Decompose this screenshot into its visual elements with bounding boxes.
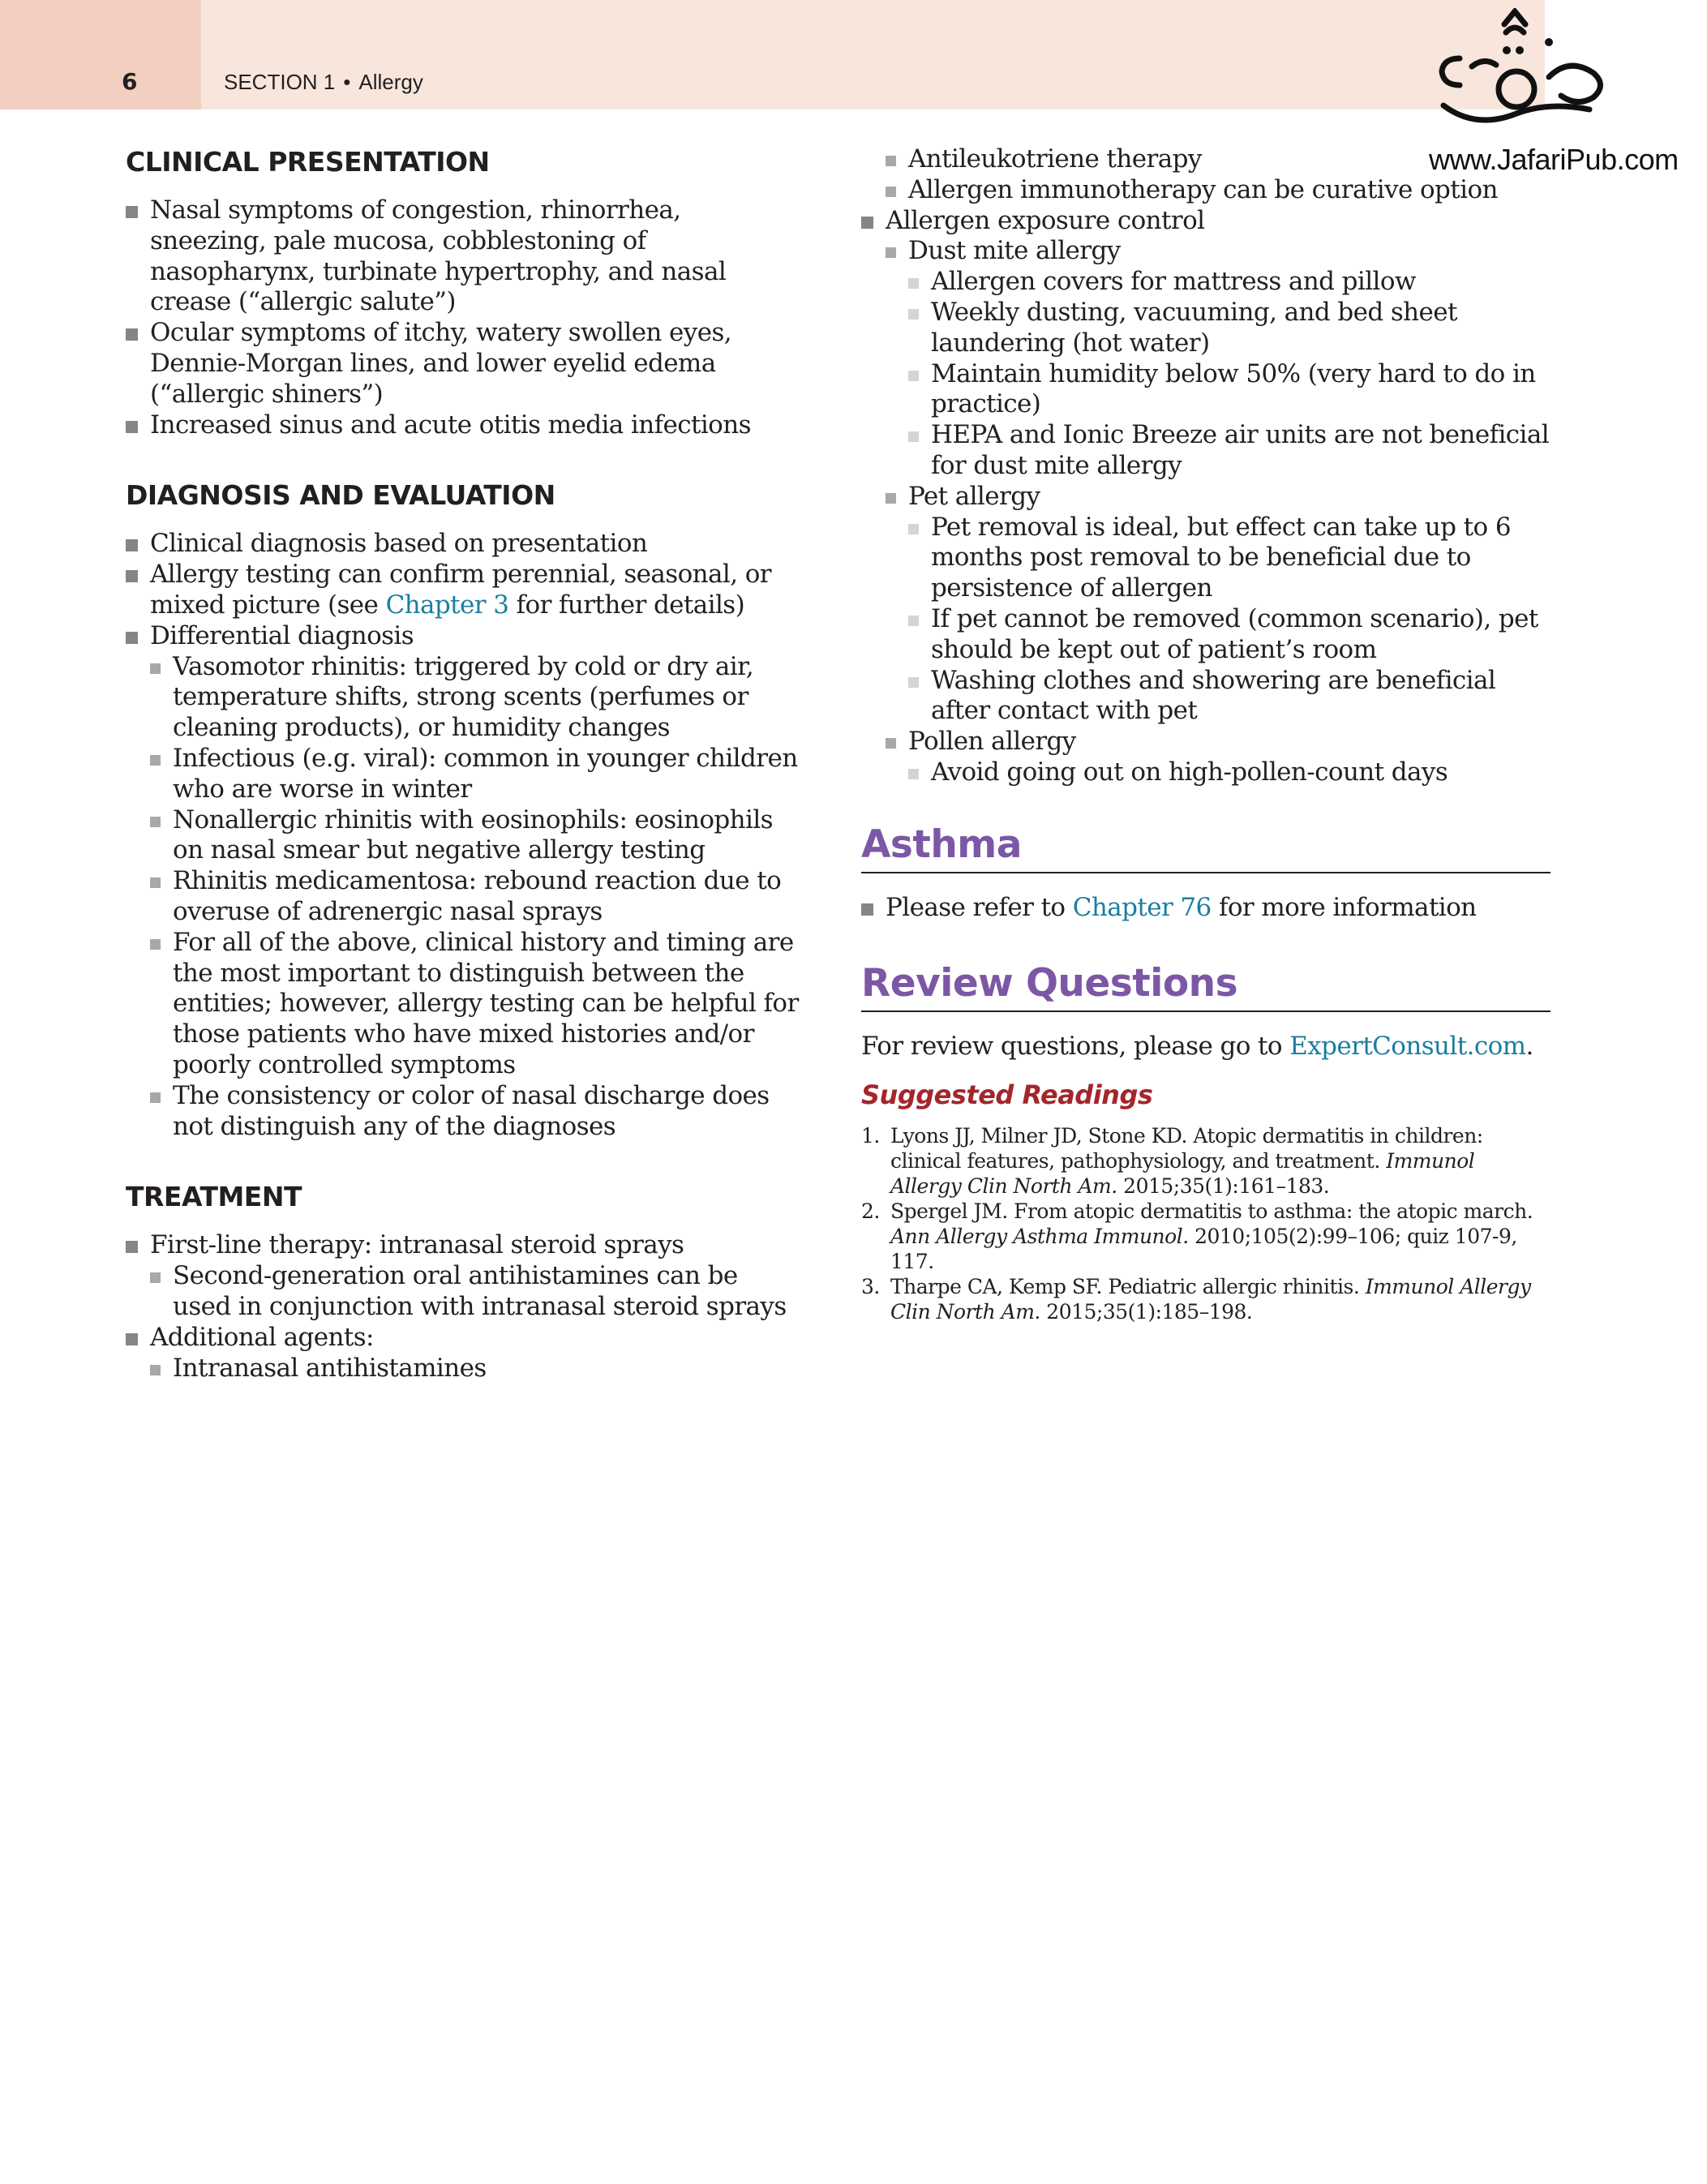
reference-authors: Spergel JM. From atopic dermatitis to asthma: the atopic march. [890,1199,1533,1224]
reference-details: 2010;105(2):99–106; quiz 107-9, 117. [890,1225,1517,1274]
running-head [224,70,423,95]
text-span: for more information [1211,892,1477,922]
list-item: Washing clothes and showering are beneficial after contact with pet [908,666,1550,727]
treatment-list-continued [861,144,1550,788]
list-item: Vasomotor rhinitis: triggered by cold or dry air, temperature shifts, strong scents (perfumes or cleaning products), or humidity changes [150,652,803,744]
left-column [126,143,803,1384]
text-span: Allergy testing can confirm perennial, seasonal, or mixed picture (see [150,560,772,620]
reference-number: 1. [861,1124,880,1148]
suggested-readings-heading: Suggested Readings [861,1079,1153,1111]
review-questions-heading: Review Questions [861,961,1550,1012]
differential-label: Differential diagnosis [150,620,414,650]
list-item: Second-generation oral antihistamines can be used in conjunction with intranasal steroid sprays [150,1261,803,1323]
list-item: The consistency or color of nasal discharge does not distinguish any of the diagnoses [150,1081,803,1143]
dust-mite-list [908,267,1550,482]
list-item: Nasal symptoms of congestion, rhinorrhea, sneezing, pale mucosa, cobblestoning of nasopharynx, turbinate hypertrophy, and nasal crease (“allergic salute”) [126,195,803,318]
reference-journal: Immunol Allergy Clin North Am. [890,1275,1531,1324]
list-item [861,893,1550,924]
list-item [861,144,1550,206]
list-item [126,1230,803,1322]
reference-details: 2015;35(1):161–183. [1117,1174,1330,1199]
differential-list [150,652,803,1143]
list-item [886,727,1550,788]
list-item: Infectious (e.g. viral): common in younger children who are worse in winter [150,744,803,805]
agents-list-part2 [886,144,1550,206]
publisher-logo-icon [1427,8,1614,142]
asthma-list [861,893,1550,924]
dust-mite-label: Dust mite allergy [908,236,1121,266]
pet-list [908,513,1550,727]
text-span: Please refer to [886,892,1073,922]
list-item: HEPA and Ionic Breeze air units are not beneficial for dust mite allergy [908,420,1550,482]
chapter-76-link[interactable]: Chapter 76 [1072,892,1212,922]
list-item: Ocular symptoms of itchy, watery swollen eyes, Dennie-Morgan lines, and lower eyelid edema (“allergic shiners”) [126,318,803,410]
list-item: If pet cannot be removed (common scenario), pet should be kept out of patient’s room [908,604,1550,666]
first-line-sublist [150,1261,803,1323]
clinical-presentation-heading: CLINICAL PRESENTATION [126,146,490,178]
exposure-control-label: Allergen exposure control [886,205,1205,235]
logo-url: www.JafariPub.com [1429,143,1679,176]
clinical-presentation-list [126,195,803,440]
reference-authors: Tharpe CA, Kemp SF. Pediatric allergic rhinitis. [890,1275,1366,1299]
list-item: Clinical diagnosis based on presentation [126,529,803,560]
list-item: For all of the above, clinical history and timing are the most important to distinguish between the entities; however, allergy testing can be helpful for those patients who have mixed histories and/or poorly controlled symptoms [150,928,803,1081]
treatment-heading: TREATMENT [126,1181,302,1213]
list-item: Increased sinus and acute otitis media infections [126,410,803,441]
pollen-label: Pollen allergy [908,727,1076,757]
reference-details: 2015;35(1):185–198. [1040,1300,1253,1324]
text-span: . [1525,1031,1533,1061]
text-span: For review questions, please go to [861,1031,1290,1061]
list-item [886,482,1550,727]
list-item: Maintain humidity below 50% (very hard to do in practice) [908,359,1550,421]
list-item [126,621,803,1143]
list-item [126,560,803,621]
reference-item [861,1199,1550,1274]
pet-label: Pet allergy [908,481,1040,511]
chapter-3-link[interactable]: Chapter 3 [385,590,509,620]
list-item: Weekly dusting, vacuuming, and bed sheet laundering (hot water) [908,298,1550,359]
list-item: Intranasal antihistamines [150,1354,803,1384]
review-paragraph [861,1032,1550,1062]
reference-number: 3. [861,1275,880,1299]
references-list [861,1123,1550,1324]
section-label: SECTION 1 [224,70,336,94]
treatment-list [126,1230,803,1384]
exposure-control-list [886,236,1550,787]
header-tab [0,0,201,109]
reference-authors: Lyons JJ, Milner JD, Stone KD. Atopic dermatitis in children: clinical features, pathophysiology, and treatment. [890,1124,1483,1174]
topic-label: Allergy [358,70,423,94]
list-item: Antileukotriene therapy [886,144,1550,175]
list-item: Avoid going out on high-pollen-count days [908,757,1550,788]
list-item: Allergen immunotherapy can be curative option [886,175,1550,206]
reference-item [861,1274,1550,1324]
list-item [861,206,1550,788]
list-item [126,1323,803,1384]
separator: • [343,70,351,94]
diagnosis-list [126,529,803,1142]
diagnosis-heading: DIAGNOSIS AND EVALUATION [126,479,555,512]
reference-item [861,1123,1550,1199]
expertconsult-link[interactable]: ExpertConsult.com [1289,1031,1526,1061]
reference-journal: Ann Allergy Asthma Immunol. [890,1225,1189,1249]
reference-journal: Immunol Allergy Clin North Am. [890,1149,1475,1199]
list-item: Allergen covers for mattress and pillow [908,267,1550,298]
list-item: Nonallergic rhinitis with eosinophils: eosinophils on nasal smear but negative allergy testing [150,805,803,867]
list-item [886,236,1550,481]
reference-number: 2. [861,1199,880,1224]
right-column [861,144,1550,1324]
page-number: 6 [122,68,138,95]
text-span: for further details) [508,590,745,620]
pollen-list [908,757,1550,788]
list-item: Pet removal is ideal, but effect can take up to 6 months post removal to be beneficial due to persistence of allergen [908,513,1550,604]
additional-agents-label: Additional agents: [150,1322,374,1352]
asthma-heading: Asthma [861,822,1550,873]
list-item: Rhinitis medicamentosa: rebound reaction due to overuse of adrenergic nasal sprays [150,866,803,928]
agents-list-part1 [150,1354,803,1384]
first-line-label: First-line therapy: intranasal steroid sprays [150,1230,684,1260]
